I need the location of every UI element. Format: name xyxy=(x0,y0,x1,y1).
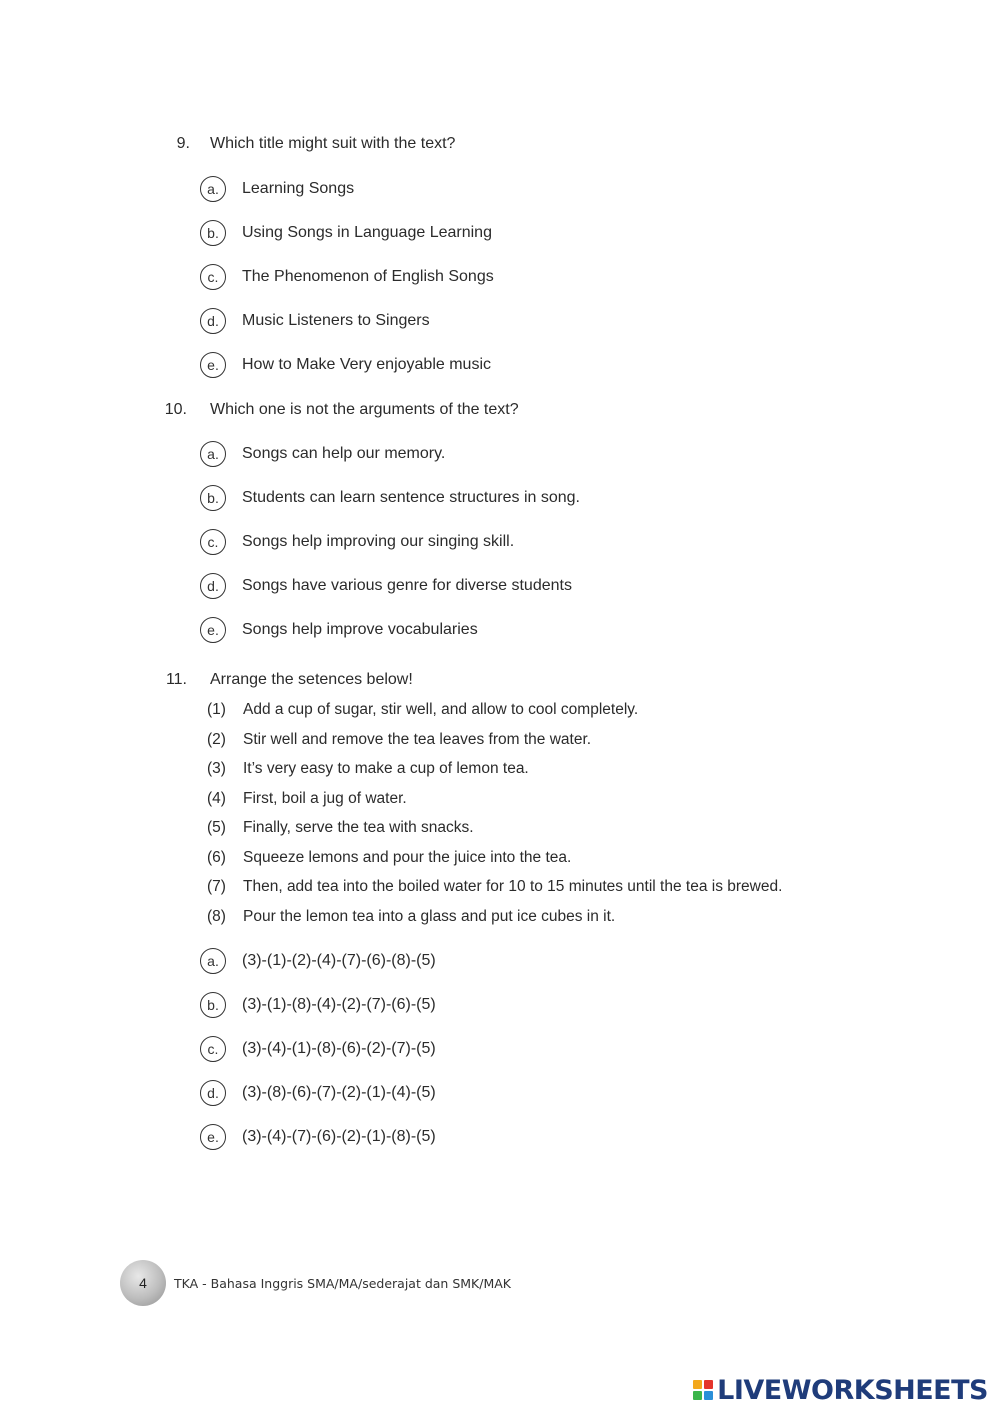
option-text: Songs have various genre for diverse students xyxy=(242,577,572,594)
sentence-6 xyxy=(207,849,571,867)
q11-option-d[interactable] xyxy=(200,1078,436,1108)
logo-square xyxy=(704,1380,713,1389)
sentence-text: Finally, serve the tea with snacks. xyxy=(243,819,474,836)
question-text: Which one is not the arguments of the text? xyxy=(210,401,519,418)
sentence-7 xyxy=(207,878,782,896)
brand-name: LIVEWORKSHEETS xyxy=(717,1374,988,1406)
sentence-number: (3) xyxy=(207,760,226,777)
option-letter: d. xyxy=(200,308,226,334)
q11-option-e[interactable] xyxy=(200,1122,436,1152)
option-letter: a. xyxy=(200,441,226,467)
question-number: 9. xyxy=(176,135,190,152)
logo-square xyxy=(693,1380,702,1389)
sentence-text: Stir well and remove the tea leaves from the water. xyxy=(243,731,592,748)
sentence-text: Then, add tea into the boiled water for 10 to 15 minutes until the tea is brewed. xyxy=(243,878,783,895)
sentence-text: Squeeze lemons and pour the juice into the tea. xyxy=(243,849,572,866)
page-footer xyxy=(120,1258,511,1308)
sentence-text: It’s very easy to make a cup of lemon tea. xyxy=(243,760,529,777)
sentence-number: (2) xyxy=(207,731,226,748)
page-number: 4 xyxy=(139,1275,147,1291)
q9-option-a[interactable] xyxy=(200,174,354,204)
option-text: (3)-(8)-(6)-(7)-(2)-(1)-(4)-(5) xyxy=(242,1084,436,1101)
sentence-text: First, boil a jug of water. xyxy=(243,790,407,807)
q10-option-a[interactable] xyxy=(200,439,445,469)
question-number: 10. xyxy=(164,401,187,418)
liveworksheets-logo-icon xyxy=(693,1380,713,1400)
question-text: Arrange the setences below! xyxy=(210,671,413,688)
option-text: Songs help improve vocabularies xyxy=(242,621,478,638)
q11-option-b[interactable] xyxy=(200,990,436,1020)
option-letter: d. xyxy=(200,573,226,599)
q11-option-c[interactable] xyxy=(200,1034,436,1064)
option-letter: c. xyxy=(200,1036,226,1062)
q9-option-c[interactable] xyxy=(200,262,494,292)
option-letter: c. xyxy=(200,264,226,290)
option-text: Songs can help our memory. xyxy=(242,445,446,462)
sentence-text: Pour the lemon tea into a glass and put ice cubes in it. xyxy=(243,908,616,925)
option-letter: d. xyxy=(200,1080,226,1106)
option-letter: c. xyxy=(200,529,226,555)
logo-square xyxy=(704,1391,713,1400)
footer-text: TKA - Bahasa Inggris SMA/MA/sederajat dan SMK/MAK xyxy=(174,1275,511,1291)
option-text: The Phenomenon of English Songs xyxy=(242,268,494,285)
sentence-number: (1) xyxy=(207,701,226,718)
option-text: (3)-(1)-(2)-(4)-(7)-(6)-(8)-(5) xyxy=(242,952,436,969)
logo-square xyxy=(693,1391,702,1400)
option-text: (3)-(1)-(8)-(4)-(2)-(7)-(6)-(5) xyxy=(242,996,436,1013)
sentence-4 xyxy=(207,790,407,808)
q10-option-b[interactable] xyxy=(200,483,580,513)
q11-option-a[interactable] xyxy=(200,946,436,976)
option-text: Learning Songs xyxy=(242,180,355,197)
sentence-8 xyxy=(207,908,615,926)
option-letter: b. xyxy=(200,220,226,246)
option-letter: a. xyxy=(200,948,226,974)
option-letter: e. xyxy=(200,352,226,378)
option-text: (3)-(4)-(1)-(8)-(6)-(2)-(7)-(5) xyxy=(242,1040,436,1057)
option-letter: b. xyxy=(200,485,226,511)
sentence-5 xyxy=(207,819,474,837)
option-text: Music Listeners to Singers xyxy=(242,312,430,329)
liveworksheets-brand[interactable] xyxy=(693,1372,988,1408)
option-letter: b. xyxy=(200,992,226,1018)
option-text: Songs help improving our singing skill. xyxy=(242,533,515,550)
option-letter: e. xyxy=(200,1124,226,1150)
option-text: Students can learn sentence structures in song. xyxy=(242,489,580,506)
option-text: How to Make Very enjoyable music xyxy=(242,356,491,373)
option-text: (3)-(4)-(7)-(6)-(2)-(1)-(8)-(5) xyxy=(242,1128,436,1145)
page-number-badge xyxy=(120,1260,166,1306)
sentence-number: (4) xyxy=(207,790,226,807)
sentence-1 xyxy=(207,701,638,719)
sentence-3 xyxy=(207,760,529,778)
q9-option-d[interactable] xyxy=(200,306,430,336)
sentence-2 xyxy=(207,731,591,749)
question-text: Which title might suit with the text? xyxy=(210,135,456,152)
q9-option-b[interactable] xyxy=(200,218,492,248)
q10-option-e[interactable] xyxy=(200,615,478,645)
question-number: 11. xyxy=(165,671,187,688)
q10-option-c[interactable] xyxy=(200,527,514,557)
q10-option-d[interactable] xyxy=(200,571,572,601)
sentence-number: (7) xyxy=(207,878,226,895)
q9-option-e[interactable] xyxy=(200,350,491,380)
sentence-number: (5) xyxy=(207,819,226,836)
option-letter: a. xyxy=(200,176,226,202)
sentence-number: (8) xyxy=(207,908,226,925)
option-letter: e. xyxy=(200,617,226,643)
sentence-text: Add a cup of sugar, stir well, and allow to cool completely. xyxy=(243,701,639,718)
sentence-number: (6) xyxy=(207,849,226,866)
option-text: Using Songs in Language Learning xyxy=(242,224,492,241)
